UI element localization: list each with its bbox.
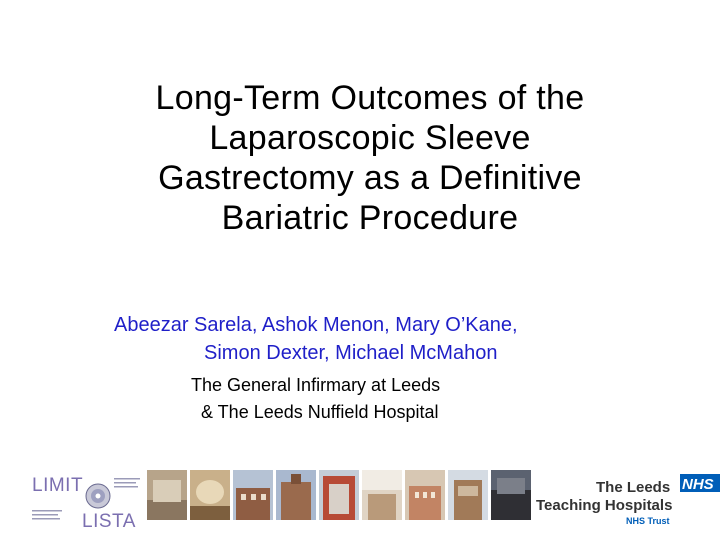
authors-block <box>100 311 640 367</box>
building-photo <box>405 470 445 520</box>
svg-text:LIMIT: LIMIT <box>32 475 84 496</box>
institution-line: The General Infirmary at Leeds <box>191 375 441 395</box>
slide-title <box>100 78 640 238</box>
authors-line: Abeezar Sarela, Ashok Menon, Mary O’Kane, <box>114 314 518 336</box>
institution-block <box>100 372 640 426</box>
leeds-teaching-hospitals-logo <box>530 472 722 532</box>
leeds-line-2: Teaching Hospitals <box>536 497 673 514</box>
building-photo <box>319 470 359 520</box>
building-photo <box>233 470 273 520</box>
title-line: Bariatric Procedure <box>221 199 519 237</box>
limit-lista-logo <box>30 470 142 532</box>
svg-text:LISTA: LISTA <box>82 511 136 532</box>
building-photo <box>491 470 531 520</box>
institution-line: & The Leeds Nuffield Hospital <box>201 402 439 422</box>
leeds-line-1: The Leeds <box>596 479 671 496</box>
title-line: Laparoscopic Sleeve <box>209 119 531 157</box>
interior-photo <box>190 470 230 520</box>
authors-line: Simon Dexter, Michael McMahon <box>204 342 498 364</box>
photo-strip <box>147 470 531 520</box>
interior-photo <box>362 470 402 520</box>
title-line: Gastrectomy as a Definitive <box>158 159 582 197</box>
building-photo <box>147 470 187 520</box>
building-photo <box>276 470 316 520</box>
title-line: Long-Term Outcomes of the <box>155 79 585 117</box>
nhs-badge-text: NHS <box>682 476 714 493</box>
leeds-line-3: NHS Trust <box>626 516 670 526</box>
building-photo <box>448 470 488 520</box>
